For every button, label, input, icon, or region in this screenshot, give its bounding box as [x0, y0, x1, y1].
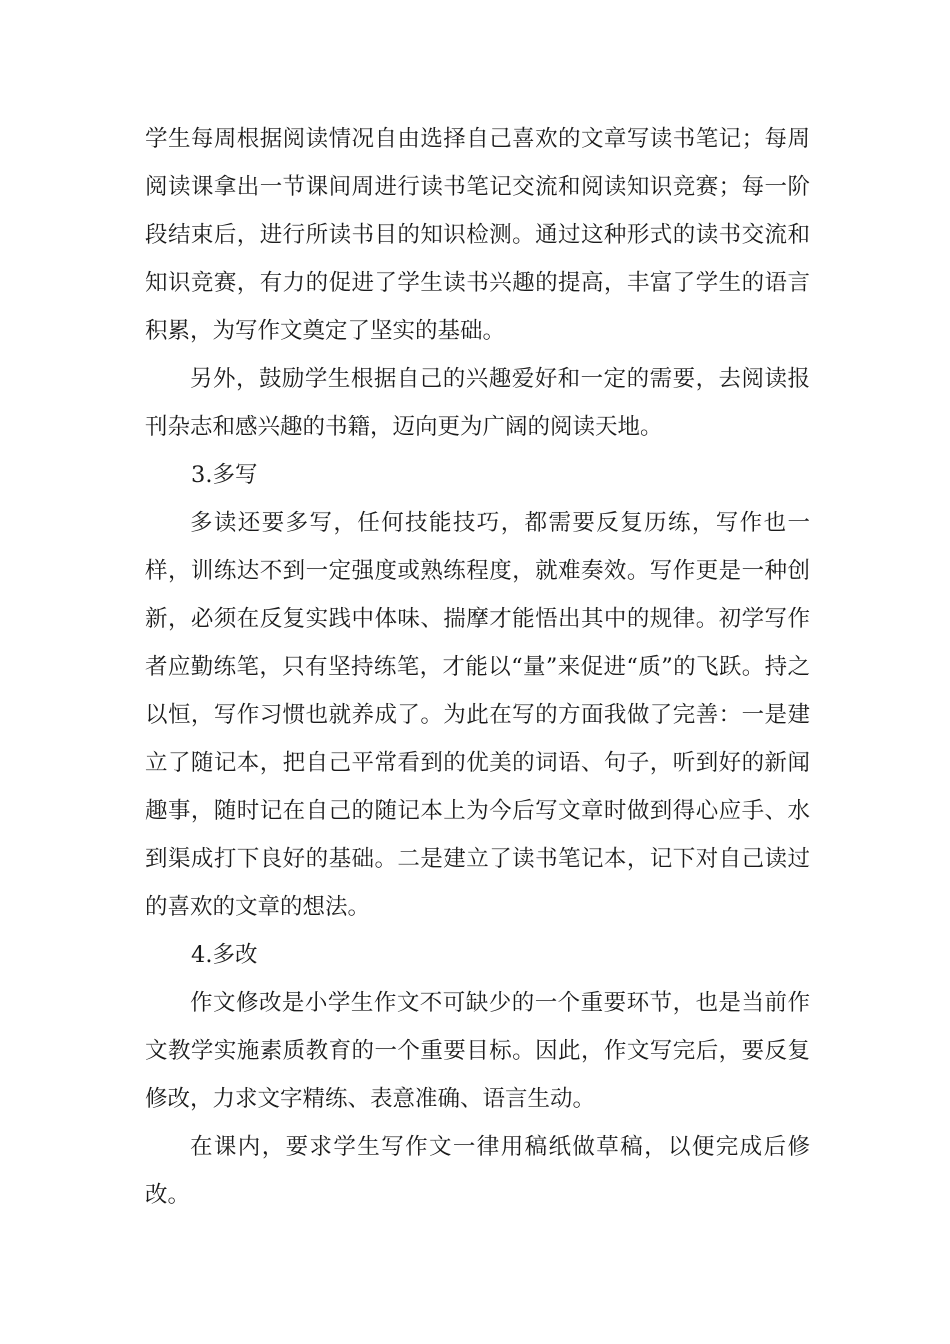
paragraph-revision: 作文修改是小学生作文不可缺少的一个重要环节，也是当前作文教学实施素质教育的一个重要目标。因此，作文写完后，要反复修改，力求文字精练、表意准确、语言生动。: [145, 990, 810, 1112]
paragraph-write-more: 多读还要多写，任何技能技巧，都需要反复历练，写作也一样，训练达不到一定强度或熟练程度，就难奏效。写作更是一种创新，必须在反复实践中体味、揣摩才能悟出其中的规律。初学写作者应勤练笔，只有坚持练笔，才能以“量”来促进“质”的飞跃。持之以恒，写作习惯也就养成了。为此在写的方面我做了完善：一是建立了随记本，把自己平常看到的优美的词语、句子，听到好的新闻趣事，随时记在自己的随记本上为今后写文章时做到得心应手、水到渠成打下良好的基础。二是建立了读书笔记本，记下对自己读过的喜欢的文章的想法。: [145, 510, 810, 920]
paragraph-reading-notes: 学生每周根据阅读情况自由选择自己喜欢的文章写读书笔记；每周阅读课拿出一节课间周进行读书笔记交流和阅读知识竞赛；每一阶段结束后，进行所读书目的知识检测。通过这种形式的读书交流和知识竞赛，有力的促进了学生读书兴趣的提高，丰富了学生的语言积累，为写作文奠定了坚实的基础。: [145, 126, 810, 344]
document-body: [145, 115, 810, 1219]
section-heading-revise-more: 4.多改: [191, 942, 258, 968]
paragraph-extra-reading: 另外，鼓励学生根据自己的兴趣爱好和一定的需要，去阅读报刊杂志和感兴趣的书籍，迈向更为广阔的阅读天地。: [145, 366, 810, 440]
paragraph-draft-paper: 在课内，要求学生写作文一律用稿纸做草稿，以便完成后修改。: [145, 1134, 810, 1208]
section-heading-write-more: 3.多写: [191, 462, 258, 488]
